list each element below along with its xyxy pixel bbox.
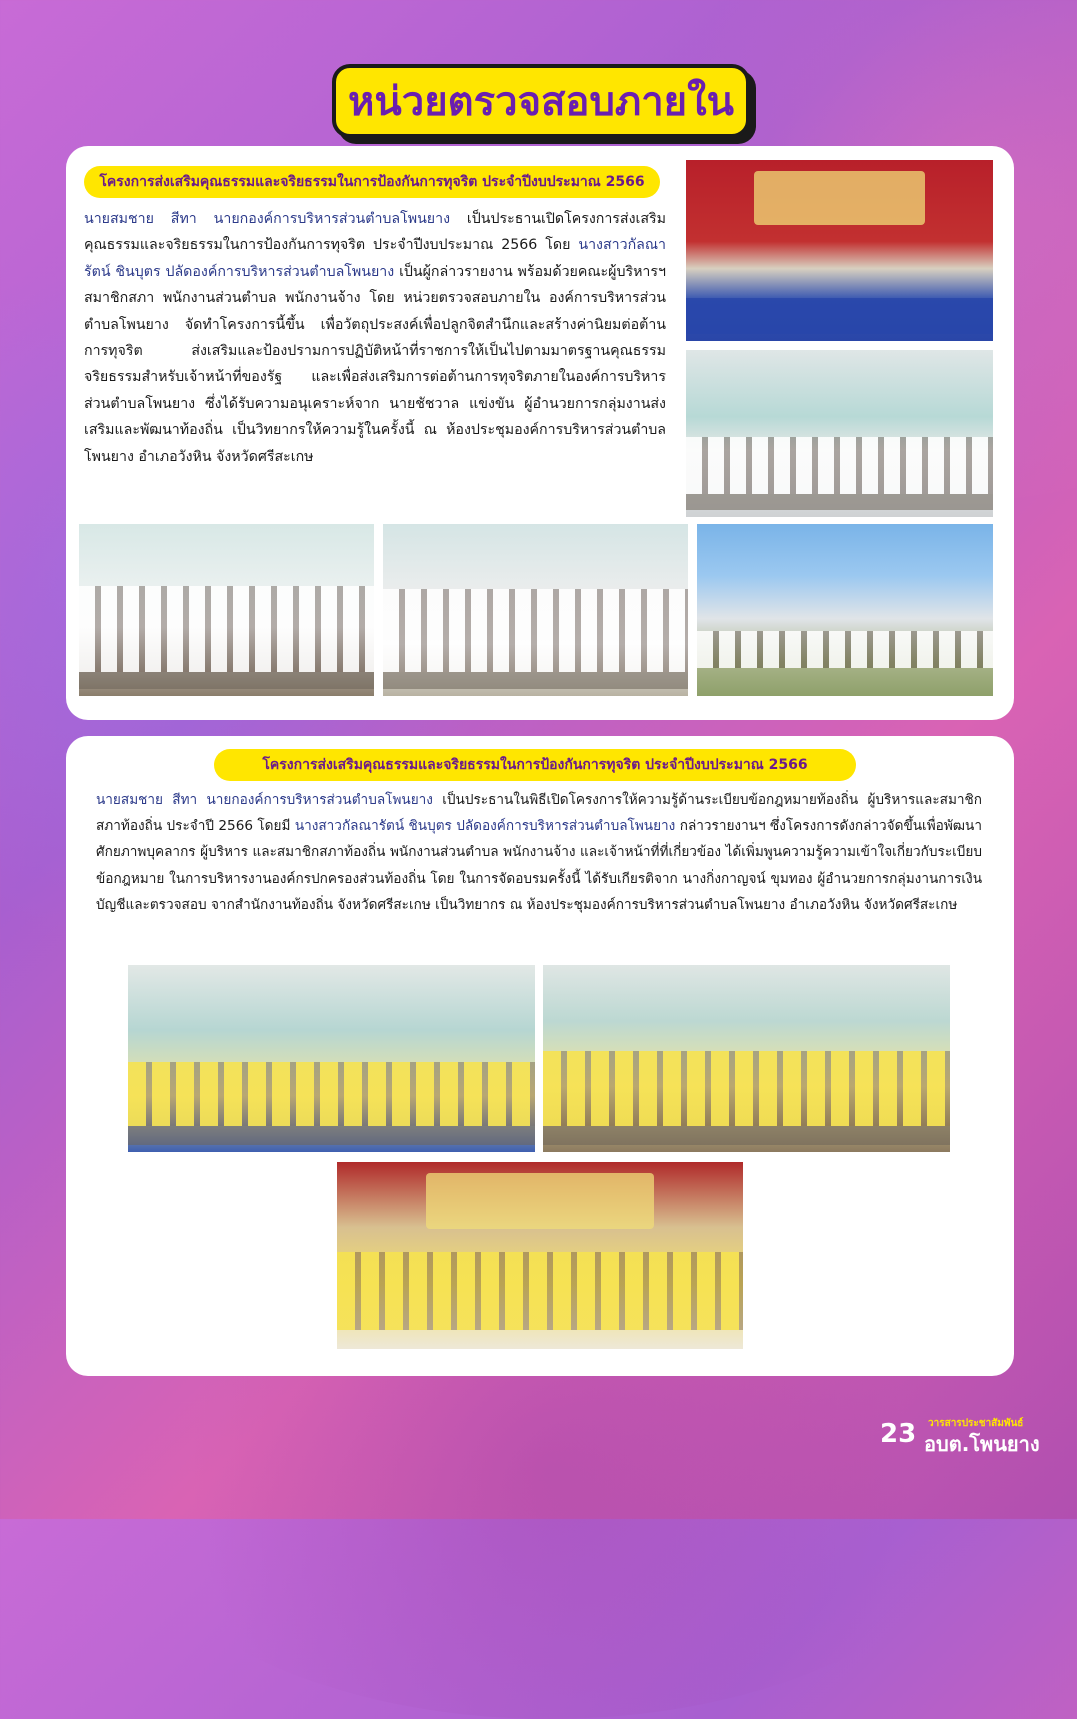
photo-table (543, 1126, 950, 1145)
section-1-text: เป็นผู้กล่าวรายงาน พร้อมด้วยคณะผู้บริหารฯ สมาชิกสภา พนักงานส่วนตำบล พนักงานจ้าง โดย หน่วยตรวจสอบภายใน องค์การบริหารส่วนตำบลโพนยาง จัดทำโครงการนี้ขึ้น เพื่อวัตถุประสงค์เพื่อปลูกจิตสำนึกและสร้างค่านิยมต่อต้านการทุจริต ส่งเสริมและป้องปรามการปฏิบัติหน้าที่ราชการให้เป็นไปตามมาตรฐานคุณธรรม จริยธรรมสำหรับเจ้าหน้าที่ของรัฐ และเพื่อส่งเสริมการต่อต้านการทุจริตภายในองค์การบริหารส่วนตำบลโพนยาง ซึ่งได้รับความอนุเคราะห์จาก นายชัชวาล แข่งขัน ผู้อำนวยการกลุ่มงานส่งเสริมและพัฒนาท้องถิ่น เป็นวิทยากรให้ความรู้ในครั้งนี้ ณ ห้องประชุมองค์การบริหารส่วนตำบลโพนยาง อำเภอวังหิน จังหวัดศรีสะเกษ (84, 263, 666, 465)
chairman-name: นายสมชาย สีทา นายกองค์การบริหารส่วนตำบลโพนยาง (96, 792, 433, 808)
photo-audience (686, 437, 993, 494)
section-2-paragraph (96, 787, 982, 918)
section-2-text: กล่าวรายงานฯ ซึ่งโครงการดังกล่าวจัดขึ้นเพื่อพัฒนาศักยภาพบุคลากร ผู้บริหาร และสมาชิกสภาท้องถิ่น พนักงานส่วนตำบล พนักงานจ้าง และเจ้าหน้าที่ที่เกี่ยวข้อง ได้เพิ่มพูนความรู้ความเข้าใจเกี่ยวกับระเบียบข้อกฎหมาย ในการบริหารงานองค์กรปกครองส่วนท้องถิ่น โดย ในการจัดอบรมครั้งนี้ ได้รับเกียรติจาก นางกิ่งกาญจน์ ขุมทอง ผู้อำนวยการกลุ่มงานการเงินบัญชีและตรวจสอบ จากสำนักงานท้องถิ่น จังหวัดศรีสะเกษ เป็นวิทยากร ณ ห้องประชุมองค์การบริหารส่วนตำบลโพนยาง อำเภอวังหิน จังหวัดศรีสะเกษ (96, 818, 982, 913)
photo-participants-1 (79, 524, 374, 696)
page-title: หน่วยตรวจสอบภายใน (348, 79, 734, 125)
page-number: 23 (880, 1419, 917, 1449)
section-2-text: เป็นประธานในพิธีเปิดโครงการให้ความรู้ด้านระเบียบข้อกฎหมายท้องถิ่น ผู้บริหารและสมาชิกสภาท้องถิ่น ประจำปี 2566 โดยมี (96, 792, 982, 835)
page-title-banner (332, 64, 750, 138)
section-1-paragraph (84, 206, 666, 470)
photo-table (383, 672, 688, 689)
photo-audience (543, 1051, 950, 1126)
photo-audience (79, 586, 374, 672)
photo-training-group (337, 1162, 743, 1349)
photo-audience (383, 589, 688, 672)
photo-group (337, 1252, 743, 1331)
photo-banner (426, 1173, 653, 1229)
photo-audience (128, 1062, 535, 1126)
section-1-text: เป็นประธานเปิดโครงการส่งเสริมคุณธรรมและจริยธรรมในการป้องกันการทุจริต ประจำปีงบประมาณ 2566 โดย (84, 211, 666, 254)
reporter-name: นางสาวกัลณารัตน์ ชินบุตร ปลัดองค์การบริหารส่วนตำบลโพนยาง (84, 237, 666, 280)
journal-name: วารสารประชาสัมพันธ์ (928, 1418, 1024, 1429)
photo-table (686, 298, 993, 334)
photo-table (128, 1126, 535, 1145)
photo-table (79, 672, 374, 689)
photo-participants-2 (383, 524, 688, 696)
photo-banner (754, 171, 926, 225)
photo-training-2 (543, 965, 950, 1152)
chairman-name: นายสมชาย สีทา นายกองค์การบริหารส่วนตำบลโพนยาง (84, 211, 450, 227)
section-2-subtitle: โครงการส่งเสริมคุณธรรมและจริยธรรมในการป้องกันการทุจริต ประจำปีงบประมาณ 2566 (214, 749, 856, 781)
section-1-subtitle: โครงการส่งเสริมคุณธรรมและจริยธรรมในการป้องกันการทุจริต ประจำปีงบประมาณ 2566 (84, 166, 660, 198)
photo-group (697, 631, 993, 669)
photo-opening-ceremony (686, 160, 993, 341)
photo-table (686, 494, 993, 511)
photo-training-1 (128, 965, 535, 1152)
organization-name: อบต.โพนยาง (924, 1432, 1040, 1456)
photo-group-outdoor (697, 524, 993, 696)
photo-speaker (686, 350, 993, 517)
reporter-name: นางสาวกัลณารัตน์ ชินบุตร ปลัดองค์การบริหารส่วนตำบลโพนยาง (294, 818, 676, 835)
